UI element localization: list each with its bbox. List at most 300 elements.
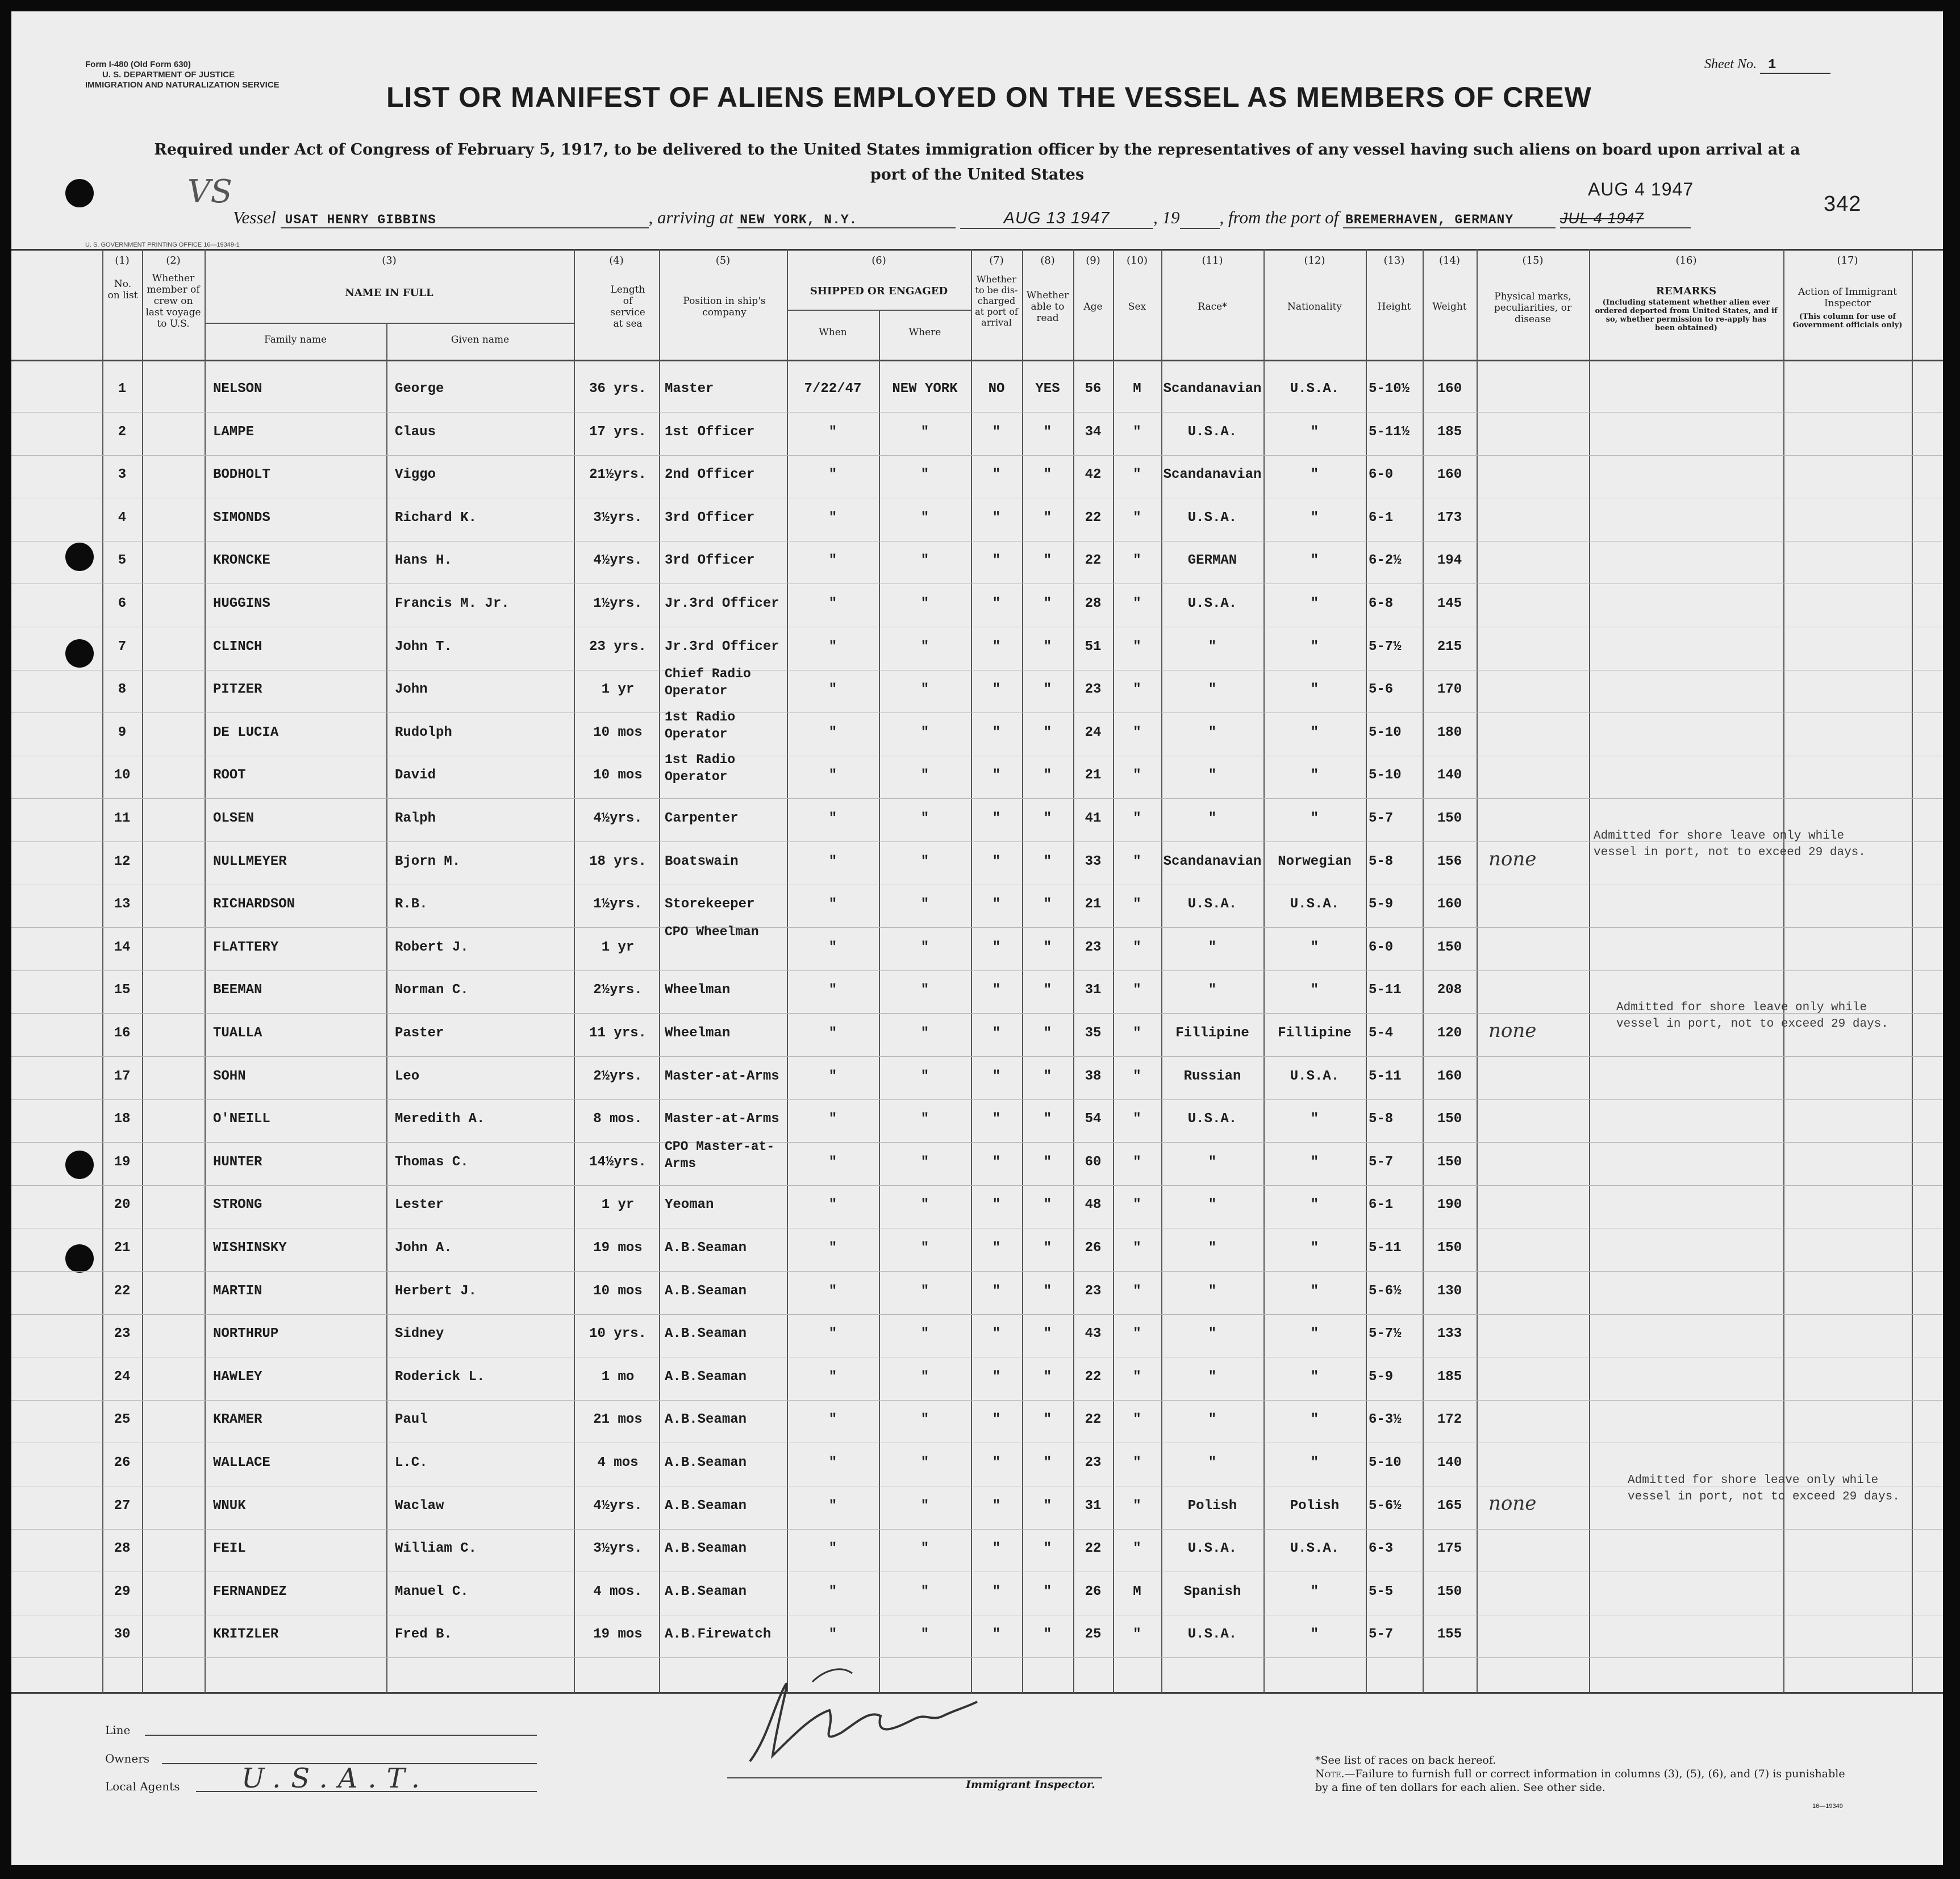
cell-when: " <box>828 1627 837 1643</box>
cell-position: 1st Radio Operator <box>665 709 736 741</box>
cell-sex: " <box>1133 467 1141 483</box>
sheet-number <box>1704 57 1830 74</box>
cell-service: 4½yrs. <box>593 811 643 826</box>
cell-age: 35 <box>1085 1026 1102 1041</box>
cell-no: 24 <box>114 1369 131 1385</box>
cell-family: BEEMAN <box>213 982 262 998</box>
cell-nat: " <box>1310 982 1319 998</box>
cell-sex: " <box>1133 1627 1141 1643</box>
cell-when: " <box>828 1111 837 1127</box>
cell-position: Carpenter <box>665 811 739 826</box>
cell-where: " <box>920 682 929 698</box>
cell-position: A.B.Firewatch <box>665 1627 772 1643</box>
cell-family: TUALLA <box>213 1026 262 1041</box>
form-id-line: IMMIGRATION AND NATURALIZATION SERVICE <box>85 80 280 90</box>
cell-no: 5 <box>118 553 127 569</box>
cell-sex: " <box>1133 1026 1141 1041</box>
column-number: (12) <box>1304 255 1325 266</box>
cell-height: 6-0 <box>1369 467 1394 483</box>
physical-marks-note: none <box>1488 1019 1537 1042</box>
column-rule <box>1263 249 1265 1693</box>
cell-age: 23 <box>1085 1283 1102 1299</box>
form-id-line: U. S. DEPARTMENT OF JUSTICE <box>102 70 235 80</box>
cell-weight: 160 <box>1437 467 1462 483</box>
cell-service: 21½yrs. <box>589 467 647 483</box>
cell-race: U.S.A. <box>1187 596 1237 611</box>
cell-service: 11 yrs. <box>589 1026 647 1041</box>
cell-when: " <box>828 510 837 526</box>
cell-nat: " <box>1310 596 1319 611</box>
cell-disch: " <box>992 724 1001 740</box>
cell-given: Lester <box>395 1197 444 1213</box>
cell-where: " <box>920 1627 929 1643</box>
cell-weight: 215 <box>1437 639 1462 655</box>
cell-disch: " <box>992 682 1001 698</box>
cell-race: " <box>1208 1154 1217 1170</box>
cell-age: 21 <box>1085 768 1102 784</box>
cell-race: Scandanavian <box>1163 381 1262 397</box>
cell-given: Fred B. <box>395 1627 452 1643</box>
cell-given: George <box>395 381 444 397</box>
cell-where: " <box>920 1369 929 1385</box>
cell-given: John T. <box>395 639 452 655</box>
cell-disch: " <box>992 1240 1001 1256</box>
cell-no: 10 <box>114 768 131 784</box>
page-subtitle: Required under Act of Congress of February 5, 1917, to be delivered to the United States immigration officer by the representatives of any vessel having such aliens on board upon arrival at a port of the United States <box>154 141 1800 184</box>
cell-sex: " <box>1133 1197 1141 1213</box>
cell-position: A.B.Seaman <box>665 1369 747 1385</box>
cell-where: " <box>920 1498 929 1514</box>
cell-sex: " <box>1133 424 1141 440</box>
cell-given: Rudolph <box>395 724 452 740</box>
cell-nat: " <box>1310 682 1319 698</box>
cell-sex: " <box>1133 1283 1141 1299</box>
cell-family: OLSEN <box>213 811 255 826</box>
cell-service: 8 mos. <box>593 1111 643 1127</box>
cell-family: NELSON <box>213 381 262 397</box>
cell-nat: Fillipine <box>1278 1026 1352 1041</box>
header-inspector-action: Action of Immigrant Inspector <box>1798 286 1897 309</box>
cell-height: 5-6½ <box>1369 1283 1402 1299</box>
cell-family: NORTHRUP <box>213 1326 279 1342</box>
cell-no: 13 <box>114 897 131 913</box>
column-number: (4) <box>609 255 624 266</box>
cell-given: David <box>395 768 436 784</box>
cell-weight: 150 <box>1437 1240 1462 1256</box>
cell-weight: 150 <box>1437 1111 1462 1127</box>
cell-when: " <box>828 853 837 869</box>
cell-age: 21 <box>1085 897 1102 913</box>
cell-age: 33 <box>1085 853 1102 869</box>
header-last-voyage: Whether member of crew on last voyage to U.S. <box>145 273 201 330</box>
cell-nat: " <box>1310 1111 1319 1127</box>
column-number: (10) <box>1127 255 1148 266</box>
cell-disch: " <box>992 1111 1001 1127</box>
header-age: Age <box>1083 301 1103 313</box>
cell-sex: " <box>1133 1412 1141 1428</box>
cell-where: NEW YORK <box>892 381 958 397</box>
arriving-label: , arriving at <box>648 207 733 227</box>
header-where: Where <box>908 327 941 338</box>
cell-sex: M <box>1133 1584 1141 1599</box>
cell-age: 23 <box>1085 1455 1102 1470</box>
cell-service: 17 yrs. <box>589 424 647 440</box>
cell-weight: 140 <box>1437 768 1462 784</box>
header-able-to-read: Whether able to read <box>1026 290 1069 324</box>
column-number: (11) <box>1202 255 1223 266</box>
cell-where: " <box>920 510 929 526</box>
cell-given: Richard K. <box>395 510 477 526</box>
cell-read: " <box>1043 1068 1052 1084</box>
cell-where: " <box>920 1026 929 1041</box>
column-rule <box>1113 249 1114 1693</box>
cell-sex: " <box>1133 510 1141 526</box>
races-note: *See list of races on back hereof. <box>1315 1754 1496 1766</box>
cell-family: WISHINSKY <box>213 1240 287 1256</box>
cell-age: 22 <box>1085 510 1102 526</box>
cell-sex: " <box>1133 1154 1141 1170</box>
inspector-label: Immigrant Inspector. <box>966 1778 1095 1791</box>
cell-race: " <box>1208 639 1217 655</box>
header-list-no: No. on list <box>107 278 138 301</box>
column-number: (6) <box>871 255 886 266</box>
cell-height: 6-3½ <box>1369 1412 1402 1428</box>
cell-weight: 170 <box>1437 682 1462 698</box>
column-number: (15) <box>1522 255 1544 266</box>
cell-position: A.B.Seaman <box>665 1240 747 1256</box>
cell-race: " <box>1208 682 1217 698</box>
cell-race: " <box>1208 1240 1217 1256</box>
column-number: (2) <box>166 255 181 266</box>
cell-disch: " <box>992 596 1001 611</box>
table-top-rule <box>11 249 1943 251</box>
row-rule <box>11 412 1943 413</box>
margin-mark: VS <box>187 173 232 210</box>
sheet-number-label: Sheet No. <box>1704 57 1757 72</box>
cell-family: STRONG <box>213 1197 262 1213</box>
arriving-port: NEW YORK, N.Y. <box>737 213 956 228</box>
cell-sex: " <box>1133 939 1141 955</box>
cell-weight: 194 <box>1437 553 1462 569</box>
cell-read: " <box>1043 1283 1052 1299</box>
cell-age: 42 <box>1085 467 1102 483</box>
punch-hole <box>65 639 94 668</box>
cell-disch: " <box>992 1369 1001 1385</box>
cell-family: FEIL <box>213 1541 246 1557</box>
cell-family: WALLACE <box>213 1455 270 1470</box>
row-rule <box>11 927 1943 928</box>
cell-age: 26 <box>1085 1584 1102 1599</box>
cell-age: 23 <box>1085 682 1102 698</box>
header-remarks-note: (Including statement whether alien ever ordered deported from United States, and if so, whether permission to re-apply has been obtained) <box>1595 298 1778 332</box>
column-rule <box>102 249 103 1693</box>
agents-label: Local Agents <box>105 1780 180 1793</box>
cell-family: FERNANDEZ <box>213 1584 287 1599</box>
column-rule <box>574 249 575 1693</box>
cell-service: 4 mos <box>597 1455 639 1470</box>
cell-weight: 172 <box>1437 1412 1462 1428</box>
cell-height: 5-7 <box>1369 811 1394 826</box>
cell-nat: " <box>1310 424 1319 440</box>
cell-sex: " <box>1133 853 1141 869</box>
cell-position: A.B.Seaman <box>665 1498 747 1514</box>
cell-nat: " <box>1310 1627 1319 1643</box>
header-given-name: Given name <box>451 334 510 345</box>
column-rule <box>1366 249 1367 1693</box>
cell-weight: 185 <box>1437 1369 1462 1385</box>
cell-weight: 140 <box>1437 1455 1462 1470</box>
cell-race: U.S.A. <box>1187 897 1237 913</box>
cell-disch: " <box>992 1326 1001 1342</box>
cell-no: 29 <box>114 1584 131 1599</box>
agents-value: U.S.A.T. <box>241 1763 430 1794</box>
cell-read: " <box>1043 1026 1052 1041</box>
cell-sex: " <box>1133 1240 1141 1256</box>
cell-family: RICHARDSON <box>213 897 295 913</box>
cell-where: " <box>920 1240 929 1256</box>
cell-no: 20 <box>114 1197 131 1213</box>
cell-height: 5-7 <box>1369 1154 1394 1170</box>
column-rule <box>1589 249 1590 1693</box>
cell-where: " <box>920 1283 929 1299</box>
line-field <box>145 1735 537 1736</box>
cell-race: " <box>1208 811 1217 826</box>
cell-service: 3½yrs. <box>593 1541 643 1557</box>
cell-position: Wheelman <box>665 982 731 998</box>
cell-nat: " <box>1310 1584 1319 1599</box>
cell-sex: " <box>1133 982 1141 998</box>
cell-when: " <box>828 1541 837 1557</box>
cell-no: 23 <box>114 1326 131 1342</box>
cell-sex: " <box>1133 768 1141 784</box>
note-label: Note. <box>1315 1768 1345 1780</box>
cell-height: 5-11½ <box>1369 424 1410 440</box>
cell-given: R.B. <box>395 897 428 913</box>
cell-sex: " <box>1133 1326 1141 1342</box>
cell-where: " <box>920 724 929 740</box>
cell-race: Scandanavian <box>1163 853 1262 869</box>
cell-where: " <box>920 1326 929 1342</box>
cell-age: 26 <box>1085 1240 1102 1256</box>
cell-family: SIMONDS <box>213 510 270 526</box>
cell-given: L.C. <box>395 1455 428 1470</box>
cell-service: 19 mos <box>593 1627 643 1643</box>
header-position: Position in ship's company <box>683 295 766 318</box>
received-stamp: AUG 4 1947 <box>1588 179 1694 199</box>
cell-race: " <box>1208 982 1217 998</box>
cell-family: HUNTER <box>213 1154 262 1170</box>
cell-weight: 165 <box>1437 1498 1462 1514</box>
column-rule <box>205 249 206 1693</box>
cell-position: Jr.3rd Officer <box>665 596 779 611</box>
cell-disch: " <box>992 1584 1001 1599</box>
column-number: (5) <box>715 255 731 266</box>
cell-age: 31 <box>1085 1498 1102 1514</box>
row-rule <box>11 455 1943 456</box>
cell-family: KRITZLER <box>213 1627 279 1643</box>
cell-family: KRAMER <box>213 1412 262 1428</box>
cell-nat: " <box>1310 639 1319 655</box>
cell-race: U.S.A. <box>1187 1541 1237 1557</box>
cell-age: 54 <box>1085 1111 1102 1127</box>
cell-no: 4 <box>118 510 127 526</box>
cell-position: Master-at-Arms <box>665 1068 779 1084</box>
year-blank <box>1180 207 1220 229</box>
cell-weight: 160 <box>1437 897 1462 913</box>
cell-read: " <box>1043 1154 1052 1170</box>
line-label: Line <box>105 1723 131 1737</box>
cell-nat: " <box>1310 811 1319 826</box>
row-rule <box>11 1314 1943 1315</box>
cell-given: Waclaw <box>395 1498 444 1514</box>
cell-given: Sidney <box>395 1326 444 1342</box>
column-number: (14) <box>1439 255 1460 266</box>
form-code: 16—19349 <box>1812 1803 1843 1810</box>
cell-service: 4½yrs. <box>593 553 643 569</box>
cell-position: A.B.Seaman <box>665 1283 747 1299</box>
cell-service: 1 yr <box>601 682 635 698</box>
cell-family: O'NEILL <box>213 1111 270 1127</box>
cell-age: 22 <box>1085 1369 1102 1385</box>
cell-no: 26 <box>114 1455 131 1470</box>
cell-race: Spanish <box>1183 1584 1241 1599</box>
cell-age: 25 <box>1085 1627 1102 1643</box>
cell-nat: " <box>1310 1283 1319 1299</box>
cell-no: 9 <box>118 724 127 740</box>
cell-where: " <box>920 467 929 483</box>
cell-service: 21 mos <box>593 1412 643 1428</box>
cell-sex: " <box>1133 724 1141 740</box>
cell-service: 18 yrs. <box>589 853 647 869</box>
cell-disch: " <box>992 853 1001 869</box>
cell-family: FLATTERY <box>213 939 279 955</box>
cell-age: 56 <box>1085 381 1102 397</box>
cell-given: Manuel C. <box>395 1584 469 1599</box>
cell-read: " <box>1043 1627 1052 1643</box>
cell-service: 10 mos <box>593 768 643 784</box>
cell-height: 5-8 <box>1369 853 1394 869</box>
cell-family: HAWLEY <box>213 1369 262 1385</box>
column-number: (17) <box>1837 255 1858 266</box>
cell-disch: NO <box>988 381 1005 397</box>
cell-weight: 145 <box>1437 596 1462 611</box>
column-rule <box>787 249 788 1693</box>
cell-age: 22 <box>1085 1412 1102 1428</box>
cell-height: 6-8 <box>1369 596 1394 611</box>
cell-when: " <box>828 1026 837 1041</box>
cell-height: 5-6 <box>1369 682 1394 698</box>
cell-no: 25 <box>114 1412 131 1428</box>
cell-sex: " <box>1133 1498 1141 1514</box>
cell-disch: " <box>992 1455 1001 1470</box>
row-rule <box>11 970 1943 971</box>
cell-when: " <box>828 553 837 569</box>
cell-no: 3 <box>118 467 127 483</box>
cell-given: Norman C. <box>395 982 469 998</box>
cell-service: 10 mos <box>593 1283 643 1299</box>
cell-given: Francis M. Jr. <box>395 596 510 611</box>
cell-height: 5-8 <box>1369 1111 1394 1127</box>
punch-hole <box>65 1151 94 1179</box>
cell-height: 5-11 <box>1369 1240 1402 1256</box>
column-rule <box>659 249 660 1693</box>
cell-family: PITZER <box>213 682 262 698</box>
cell-read: " <box>1043 853 1052 869</box>
cell-no: 27 <box>114 1498 131 1514</box>
cell-sex: " <box>1133 1541 1141 1557</box>
cell-when: " <box>828 1326 837 1342</box>
cell-nat: " <box>1310 1412 1319 1428</box>
cell-position: 3rd Officer <box>665 510 755 526</box>
cell-height: 5-5 <box>1369 1584 1394 1599</box>
cell-height: 5-7½ <box>1369 1326 1402 1342</box>
cell-no: 8 <box>118 682 127 698</box>
header-race: Race* <box>1198 301 1227 313</box>
cell-given: William C. <box>395 1541 477 1557</box>
cell-where: " <box>920 768 929 784</box>
from-label: , from the port of <box>1219 207 1339 227</box>
cell-given: Ralph <box>395 811 436 826</box>
cell-height: 5-10 <box>1369 1455 1402 1470</box>
cell-given: John <box>395 682 428 698</box>
cell-race: Russian <box>1183 1068 1241 1084</box>
cell-disch: " <box>992 467 1001 483</box>
cell-family: DE LUCIA <box>213 724 279 740</box>
form-id <box>85 60 280 90</box>
cell-when: " <box>828 1240 837 1256</box>
cell-height: 5-9 <box>1369 897 1394 913</box>
cell-read: " <box>1043 1326 1052 1342</box>
cell-nat: " <box>1310 1326 1319 1342</box>
cell-age: 23 <box>1085 939 1102 955</box>
cell-nat: " <box>1310 768 1319 784</box>
note-text: —Failure to furnish full or correct information in columns (3), (5), (6), and (7) is punishable by a fine of ten dollars for each alien. See other side. <box>1315 1768 1845 1794</box>
cell-read: " <box>1043 1412 1052 1428</box>
cell-no: 18 <box>114 1111 131 1127</box>
cell-race: " <box>1208 1455 1217 1470</box>
cell-sex: " <box>1133 596 1141 611</box>
cell-height: 5-6½ <box>1369 1498 1402 1514</box>
header-sex: Sex <box>1128 301 1146 313</box>
cell-when: " <box>828 1369 837 1385</box>
cell-where: " <box>920 553 929 569</box>
cell-when: " <box>828 724 837 740</box>
cell-read: " <box>1043 467 1052 483</box>
cell-weight: 130 <box>1437 1283 1462 1299</box>
cell-when: " <box>828 639 837 655</box>
cell-position: Chief Radio Operator <box>665 666 751 699</box>
header-discharged: Whether to be dis-charged at port of arrival <box>975 274 1018 328</box>
cell-weight: 185 <box>1437 424 1462 440</box>
cell-where: " <box>920 897 929 913</box>
cell-service: 23 yrs. <box>589 639 647 655</box>
cell-where: " <box>920 596 929 611</box>
cell-when: " <box>828 1584 837 1599</box>
cell-position: 3rd Officer <box>665 553 755 569</box>
cell-nat: U.S.A. <box>1290 897 1340 913</box>
column-number: (1) <box>115 255 130 266</box>
cell-no: 28 <box>114 1541 131 1557</box>
header-inspector-note: (This column for use of Government officials only) <box>1792 313 1903 330</box>
cell-family: WNUK <box>213 1498 246 1514</box>
cell-when: " <box>828 1154 837 1170</box>
cell-no: 12 <box>114 853 131 869</box>
cell-sex: " <box>1133 811 1141 826</box>
cell-nat: Norwegian <box>1278 853 1352 869</box>
cell-given: Bjorn M. <box>395 853 461 869</box>
cell-height: 5-10 <box>1369 768 1402 784</box>
cell-age: 43 <box>1085 1326 1102 1342</box>
